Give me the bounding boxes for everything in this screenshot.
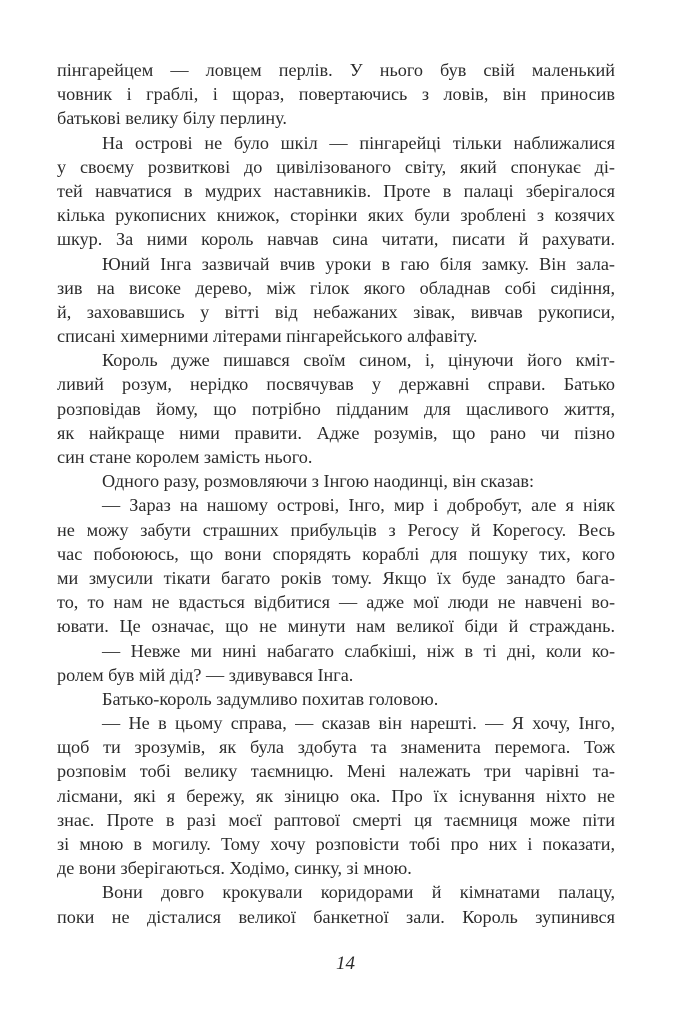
text-line: човник і граблі, і щораз, повертаючись з ловів, він приносив <box>57 84 615 105</box>
text-line: зі мною в могилу. Тому хочу розповісти тобі про них і показати, <box>57 834 615 854</box>
text-line: зив на високе дерево, між гілок якого обладнав собі сидіння, <box>57 277 615 298</box>
text-line: де вони зберігаються. Ходімо, синку, зі мною. <box>57 858 412 879</box>
text-line: — Не в цьому справа, — сказав він нарешті. — Я хочу, Інго, <box>102 713 615 734</box>
text-line: — Невже ми нині набагато слабкіші, ніж в ті дні, коли ко- <box>102 640 615 661</box>
text-line: Батько-король задумливо похитав головою. <box>102 688 439 709</box>
book-page-body <box>57 58 615 929</box>
text-line: ми змусили тікати багато років тому. Якщо їх буде занадто бага- <box>57 567 615 588</box>
text-line: син стане королем замість нього. <box>57 447 313 467</box>
text-line: знає. Проте в разі моєї раптової смерті ця таємниця може піти <box>57 809 615 830</box>
text-line: тей навчатися в мудрих наставників. Проте в палаці зберігалося <box>57 180 615 201</box>
text-line: ливий розум, нерідко посвячував у державні справи. Батько <box>57 374 615 395</box>
text-line: не можу забути страшних прибульців з Регосу й Корегосу. Весь <box>57 519 615 540</box>
text-line: шкур. За ними король навчав сина читати, писати й рахувати. <box>57 229 615 250</box>
text-line: у своєму розвиткові до цивілізованого світу, який спонукає ді- <box>57 156 615 177</box>
text-line: кілька рукописних книжок, сторінки яких були зроблені з козячих <box>57 205 615 226</box>
text-line: розповідав йому, що потрібно підданим для щасливого життя, <box>57 398 615 419</box>
text-line: час побоююсь, що вони спорядять кораблі для пошуку тих, кого <box>57 543 615 564</box>
text-line: Король дуже пишався своїм сином, і, цінуючи його кміт- <box>102 350 615 371</box>
text-line: пінгарейцем — ловцем перлів. У нього був свій маленький <box>57 60 615 80</box>
text-line: Вони довго крокували коридорами й кімнатами палацу, <box>102 882 615 903</box>
text-line: Одного разу, розмовляючи з Інгою наодинці, він сказав: <box>102 471 535 492</box>
text-line: На острові не було шкіл — пінгарейці тільки наближалися <box>102 132 615 153</box>
text-line: лісмани, які я бережу, як зіницю ока. Про їх існування ніхто не <box>57 785 615 806</box>
text-line: списані химерними літерами пінгарейського алфавіту. <box>57 326 478 347</box>
text-line: й, заховавшись у вітті від небажаних зівак, вивчав рукописи, <box>57 301 615 322</box>
text-line: батькові велику білу перлину. <box>57 108 287 129</box>
page-number: 14 <box>336 953 355 974</box>
text-line: поки не дісталися великої банкетної зали. Король зупинився <box>57 906 615 927</box>
text-line: ролем був мій дід? — здивувався Інга. <box>57 664 354 685</box>
text-line: розповім тобі велику таємницю. Мені належать три чарівні та- <box>57 761 615 782</box>
text-line: щоб ти зрозумів, як була здобута та знаменита перемога. Тож <box>57 737 615 758</box>
text-line: ювати. Це означає, що не минути нам великої біди й страждань. <box>57 616 615 637</box>
text-line: то, то нам не вдасться відбитися — адже мої люди не навчені во- <box>57 592 615 613</box>
text-line: як найкраще ними правити. Адже розумів, що рано чи пізно <box>57 422 615 443</box>
text-line: — Зараз на нашому острові, Інго, мир і добробут, але я ніяк <box>102 495 615 516</box>
text-line: Юний Інга зазвичай вчив уроки в гаю біля замку. Він зала- <box>102 253 615 274</box>
